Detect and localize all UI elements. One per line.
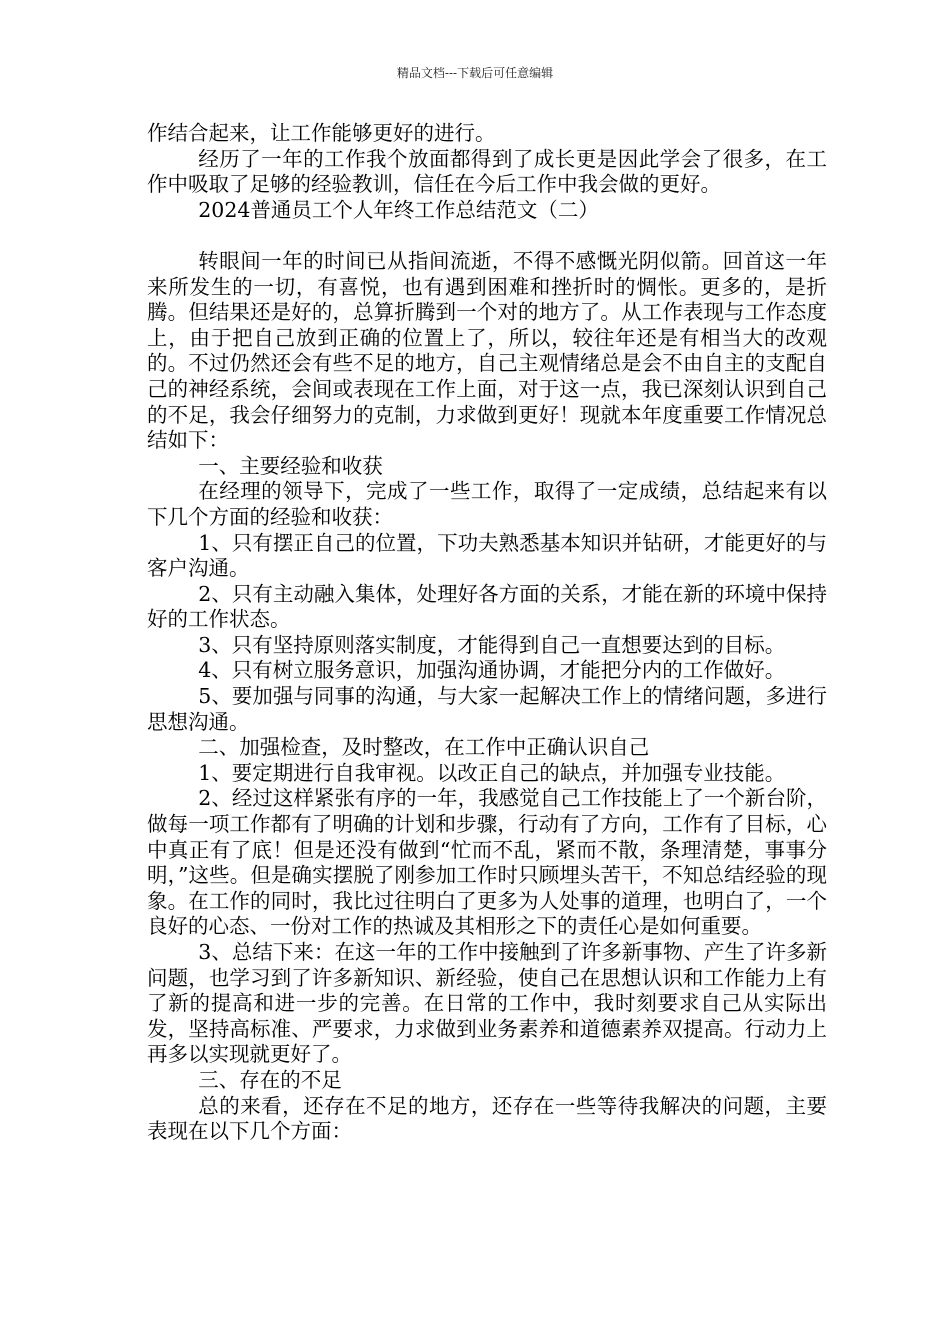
list-item: 3、总结下来：在这一年的工作中接触到了许多新事物、产生了许多新问题，也学习到了许多新知识、新经验，使自己在思想认识和工作能力上有了新的提高和进一步的完善。在日常的工作中，我时刻要求自己从实际出发，坚持高标准、严要求，力求做到业务素养和道德素养双提高。行动力上再多以实现就更好了。 bbox=[147, 940, 827, 1067]
blank-line bbox=[147, 223, 827, 249]
list-item: 3、只有坚持原则落实制度，才能得到自己一直想要达到的目标。 bbox=[198, 632, 786, 657]
heading-main-experience: 一、主要经验和收获 bbox=[198, 453, 383, 478]
heading-shortcomings: 三、存在的不足 bbox=[198, 1067, 342, 1092]
heading-inspection: 二、加强检查，及时整改，在工作中正确认识自己 bbox=[198, 735, 650, 760]
document-body bbox=[147, 121, 827, 1145]
section-title: 2024普通员工个人年终工作总结范文（二） bbox=[198, 197, 599, 222]
paragraph-experience: 经历了一年的工作我个放面都得到了成长更是因此学会了很多，在工作中吸取了足够的经验教训，信任在今后工作中我会做的更好。 bbox=[147, 146, 827, 197]
paragraph-intro: 转眼间一年的时间已从指间流逝，不得不感慨光阴似箭。回首这一年来所发生的一切，有喜悦，也有遇到困难和挫折时的惆怅。更多的，是折腾。但结果还是好的，总算折腾到一个对的地方了。从工作表现与工作态度上，由于把自己放到正确的位置上了，所以，较往年还是有相当大的改观的。不过仍然还会有些不足的地方，自己主观情绪总是会不由自主的支配自己的神经系统，会间或表现在工作上面，对于这一点，我已深刻认识到自己的不足，我会仔细努力的克制，力求做到更好！现就本年度重要工作情况总结如下： bbox=[147, 248, 827, 453]
list-item: 1、要定期进行自我审视。以改正自己的缺点，并加强专业技能。 bbox=[198, 760, 786, 785]
list-item: 5、要加强与同事的沟通，与大家一起解决工作上的情绪问题，多进行思想沟通。 bbox=[147, 684, 827, 734]
list-item: 1、只有摆正自己的位置，下功夫熟悉基本知识并钻研，才能更好的与客户沟通。 bbox=[147, 530, 827, 581]
paragraph-continuation: 作结合起来，让工作能够更好的进行。 bbox=[147, 121, 496, 145]
list-item: 2、经过这样紧张有序的一年，我感觉自己工作技能上了一个新台阶，做每一项工作都有了明确的计划和步骤，行动有了方向，工作有了目标，心中真正有了底！但是还没有做到“忙而不乱，紧而不散，条理清楚，事事分明，”这些。但是确实摆脱了刚参加工作时只顾埋头苦干，不知总结经验的现象。在工作的同时，我比过往明白了更多为人处事的道理，也明白了，一个良好的心态、一份对工作的热诚及其相形之下的责任心是如何重要。 bbox=[147, 786, 827, 939]
list-item: 2、只有主动融入集体，处理好各方面的关系，才能在新的环境中保持好的工作状态。 bbox=[147, 581, 827, 632]
paragraph-summary: 总的来看，还存在不足的地方，还存在一些等待我解决的问题，主要表现在以下几个方面： bbox=[147, 1093, 827, 1144]
page-header: 精品文档---下载后可任意编辑 bbox=[396, 66, 554, 80]
list-item: 4、只有树立服务意识，加强沟通协调，才能把分内的工作做好。 bbox=[198, 658, 786, 683]
paragraph-leadership: 在经理的领导下，完成了一些工作，取得了一定成绩，总结起来有以下几个方面的经验和收获： bbox=[147, 479, 827, 529]
